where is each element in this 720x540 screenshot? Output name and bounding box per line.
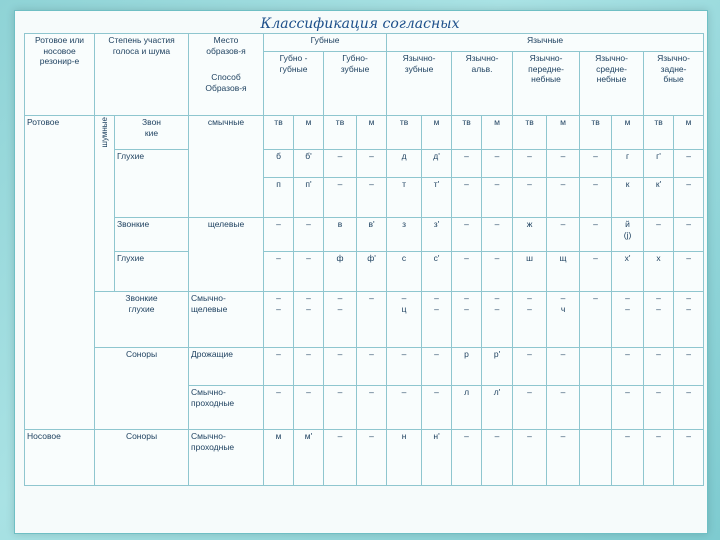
cell: з [387, 218, 422, 252]
cell: – – [482, 292, 513, 348]
header-place-2: Губно- зубные [324, 52, 387, 116]
cell: – [264, 386, 294, 430]
col-m: м [612, 116, 644, 150]
label-zvonkie: Звонкие [115, 218, 189, 252]
cell: – – [612, 292, 644, 348]
cell: – [513, 430, 547, 486]
cell: – [547, 386, 580, 430]
label-shchelevye: щелевые [189, 218, 264, 292]
consonant-classification-table [24, 33, 704, 486]
label-shumnye: шумные [95, 116, 115, 292]
header-place-method: Место образов-я Способ Образов-я [189, 34, 264, 116]
cell: – [513, 178, 547, 218]
cell: – [357, 178, 387, 218]
cell: к' [644, 178, 674, 218]
cell: л' [482, 386, 513, 430]
cell: – [547, 430, 580, 486]
cell: – [357, 292, 387, 348]
cell: ж [513, 218, 547, 252]
cell: в' [357, 218, 387, 252]
label-glukhie-stops: Глухие [115, 150, 189, 218]
cell: – [452, 218, 482, 252]
cell: – [452, 252, 482, 292]
label-sonory-nasal: Соноры [95, 430, 189, 486]
cell: н [387, 430, 422, 486]
cell: – [674, 218, 704, 252]
cell: – [674, 150, 704, 178]
cell: с' [422, 252, 452, 292]
cell: – – [324, 292, 357, 348]
label-glukhie-fricatives: Глухие [115, 252, 189, 292]
cell: г' [644, 150, 674, 178]
col-m: м [422, 116, 452, 150]
col-m: м [547, 116, 580, 150]
cell: в [324, 218, 357, 252]
cell: – [264, 348, 294, 386]
header-place-3: Язычно- зубные [387, 52, 452, 116]
col-tv: тв [644, 116, 674, 150]
cell: – [294, 348, 324, 386]
cell: – [674, 348, 704, 386]
cell: – [324, 348, 357, 386]
cell: – [387, 348, 422, 386]
row-voiced-fricatives [25, 218, 704, 252]
cell: т' [422, 178, 452, 218]
cell: – – [294, 292, 324, 348]
cell-x-prime: х' [612, 252, 644, 292]
cell [580, 386, 612, 430]
header-row-groups [25, 34, 704, 52]
cell: – [612, 430, 644, 486]
col-tv: тв [264, 116, 294, 150]
label-nosovoe: Носовое [25, 430, 95, 486]
cell: т [387, 178, 422, 218]
cell: – [644, 218, 674, 252]
row-trills [25, 348, 704, 386]
cell: – [324, 178, 357, 218]
cell: – [580, 178, 612, 218]
cell: п' [294, 178, 324, 218]
cell: ф [324, 252, 357, 292]
cell: – [324, 150, 357, 178]
row-affricates [25, 292, 704, 348]
header-lingual: Язычные [387, 34, 704, 52]
cell [580, 430, 612, 486]
cell [580, 348, 612, 386]
cell: м [264, 430, 294, 486]
cell: л [452, 386, 482, 430]
label-sonory: Соноры [95, 348, 189, 430]
cell: – [547, 218, 580, 252]
row-voiceless-fricatives [25, 252, 704, 292]
cell: – [612, 348, 644, 386]
cell: – [482, 430, 513, 486]
label-smychnye: смычные [189, 116, 264, 218]
cell: ф' [357, 252, 387, 292]
cell: ш [513, 252, 547, 292]
header-voice: Степень участия голоса и шума [95, 34, 189, 116]
cell: – – [644, 292, 674, 348]
cell: – [580, 292, 612, 348]
cell: – [482, 252, 513, 292]
col-tv: тв [513, 116, 547, 150]
cell: – [324, 430, 357, 486]
col-tv: тв [324, 116, 357, 150]
cell: – [294, 386, 324, 430]
cell: – – [674, 292, 704, 348]
label-drozhashchie: Дрожащие [189, 348, 264, 386]
cell: г [612, 150, 644, 178]
cell: р [452, 348, 482, 386]
cell: – [547, 348, 580, 386]
cell: – [357, 386, 387, 430]
cell: х [644, 252, 674, 292]
cell: – [580, 252, 612, 292]
header-labial: Губные [264, 34, 387, 52]
col-m: м [674, 116, 704, 150]
cell: – ц [387, 292, 422, 348]
cell: – – [422, 292, 452, 348]
cell: – [294, 218, 324, 252]
cell: – [674, 178, 704, 218]
cell: – [513, 150, 547, 178]
row-nasals [25, 430, 704, 486]
cell: – [674, 430, 704, 486]
cell: – [644, 348, 674, 386]
cell: – [674, 386, 704, 430]
header-place-1: Губно - губные [264, 52, 324, 116]
header-rot-nos: Ротовое или носовое резонир-е [25, 34, 95, 116]
page-title: Классификация согласных [260, 16, 460, 32]
cell: к [612, 178, 644, 218]
row-tv-m [25, 116, 704, 150]
col-m: м [357, 116, 387, 150]
label-smychno-prokhodnye-nasal: Смычно- проходные [189, 430, 264, 486]
col-tv: тв [580, 116, 612, 150]
header-place-4: Язычно- альв. [452, 52, 513, 116]
cell: – [357, 348, 387, 386]
cell: – [674, 252, 704, 292]
cell: – [452, 430, 482, 486]
cell: – [482, 218, 513, 252]
cell: н' [422, 430, 452, 486]
cell: – [422, 348, 452, 386]
cell: – [387, 386, 422, 430]
cell: – [422, 386, 452, 430]
col-tv: тв [452, 116, 482, 150]
cell: м' [294, 430, 324, 486]
cell: д [387, 150, 422, 178]
cell: – [612, 386, 644, 430]
cell: – [513, 348, 547, 386]
cell: с [387, 252, 422, 292]
cell: д' [422, 150, 452, 178]
label-zvonkie-glukhie: Звонкие глухие [95, 292, 189, 348]
header-place-7: Язычно- задне- бные [644, 52, 704, 116]
cell: – [264, 218, 294, 252]
cell: – [644, 430, 674, 486]
label-smychno-prokhodnye: Смычно- проходные [189, 386, 264, 430]
cell: – [482, 150, 513, 178]
cell: – ч [547, 292, 580, 348]
col-m: м [294, 116, 324, 150]
cell: – [357, 430, 387, 486]
row-voiced-stops [25, 150, 704, 178]
cell: – – [513, 292, 547, 348]
cell: б [264, 150, 294, 178]
cell: – [324, 386, 357, 430]
header-place-6: Язычно- средне- небные [580, 52, 644, 116]
cell: – – [264, 292, 294, 348]
cell: – [513, 386, 547, 430]
cell: – [547, 178, 580, 218]
cell: щ [547, 252, 580, 292]
label-rotovoe: Ротовое [25, 116, 95, 430]
cell: – [580, 218, 612, 252]
col-m: м [482, 116, 513, 150]
cell: – [264, 252, 294, 292]
cell: з' [422, 218, 452, 252]
cell-j: й (j) [612, 218, 644, 252]
cell: – [294, 252, 324, 292]
cell: – [452, 178, 482, 218]
label-zvonkie-short: Звон кие [115, 116, 189, 150]
cell: – [547, 150, 580, 178]
cell: – [482, 178, 513, 218]
cell: – [357, 150, 387, 178]
cell: р' [482, 348, 513, 386]
cell: – [580, 150, 612, 178]
header-place-5: Язычно- передне- небные [513, 52, 580, 116]
cell: – – [452, 292, 482, 348]
label-smychno-shchelevye: Смычно- щелевые [189, 292, 264, 348]
cell: п [264, 178, 294, 218]
cell: – [644, 386, 674, 430]
cell: – [452, 150, 482, 178]
cell: б' [294, 150, 324, 178]
col-tv: тв [387, 116, 422, 150]
